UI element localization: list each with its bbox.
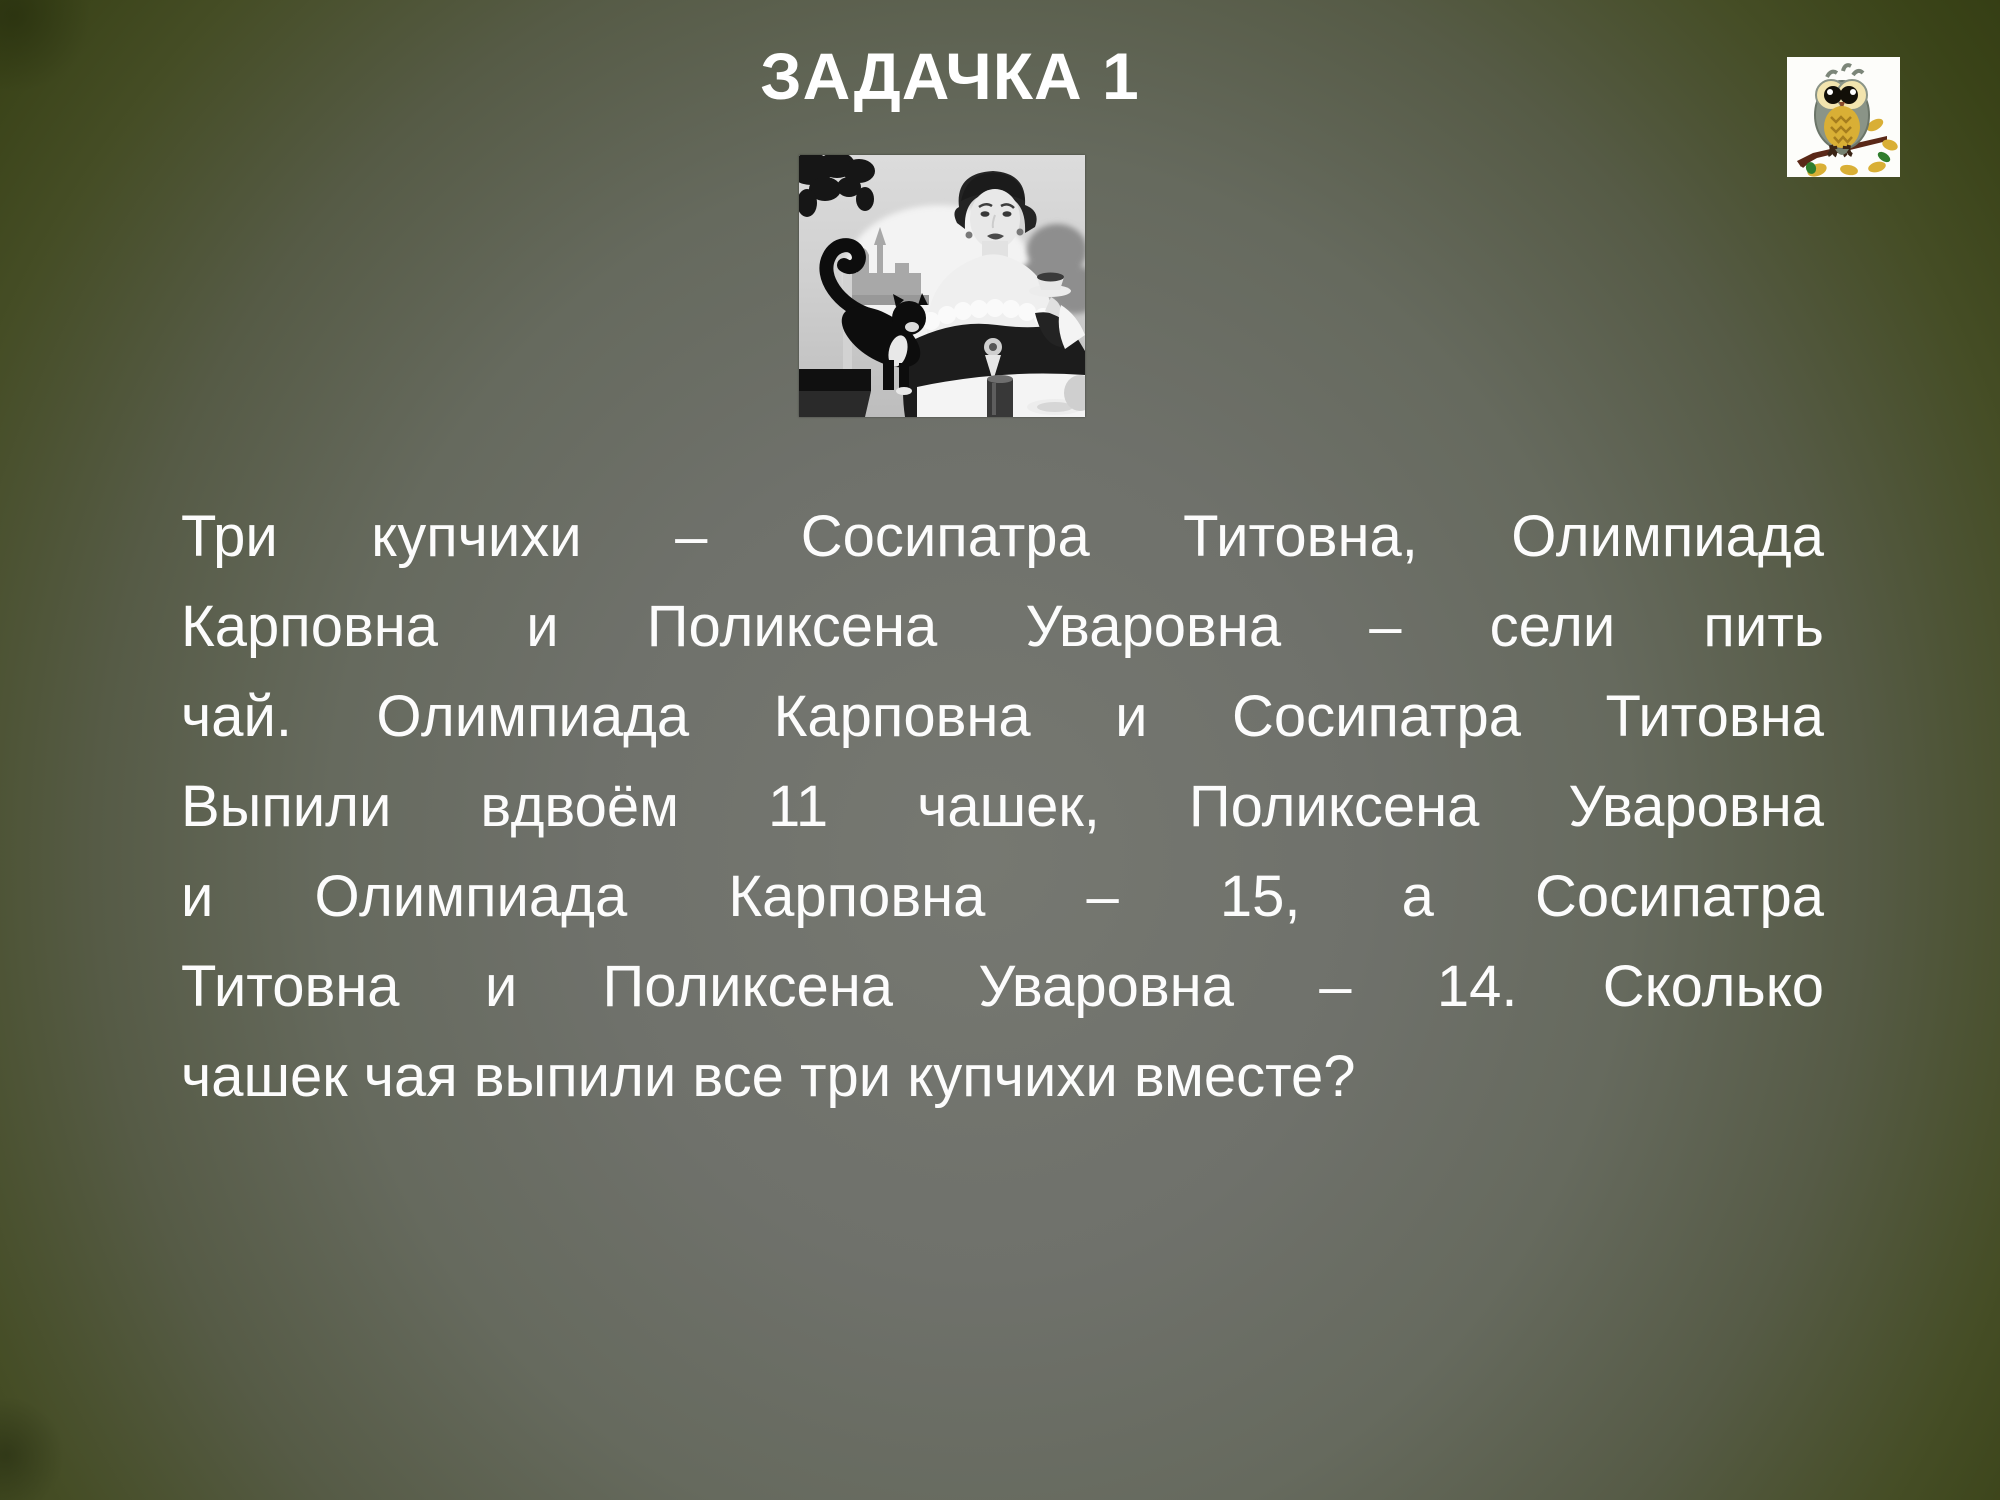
problem-text-line: Три купчихи – Сосипатра Титовна, Олимпиада [181, 504, 1824, 569]
problem-text-line: Титовна и Поликсена Уваровна – 14. Сколько [181, 954, 1824, 1019]
problem-text-line: Выпили вдвоём 11 чашек, Поликсена Уваровна [181, 774, 1824, 839]
owl-on-branch-icon [1787, 57, 1900, 177]
problem-text-line: Карповна и Поликсена Уваровна – сели пить [181, 594, 1824, 659]
problem-text [181, 492, 1824, 1122]
problem-text-line: чай. Олимпиада Карповна и Сосипатра Титовна [181, 684, 1824, 749]
owl-logo [1787, 57, 1900, 177]
merchant-wife-at-tea-bw-image [799, 155, 1085, 417]
problem-text-line: и Олимпиада Карповна – 15, а Сосипатра [181, 864, 1824, 929]
problem-text-line: чашек чая выпили все три купчихи вместе? [181, 1044, 1356, 1109]
merchant-wife-painting [799, 155, 1085, 417]
slide-title: ЗАДАЧКА 1 [760, 39, 1140, 113]
